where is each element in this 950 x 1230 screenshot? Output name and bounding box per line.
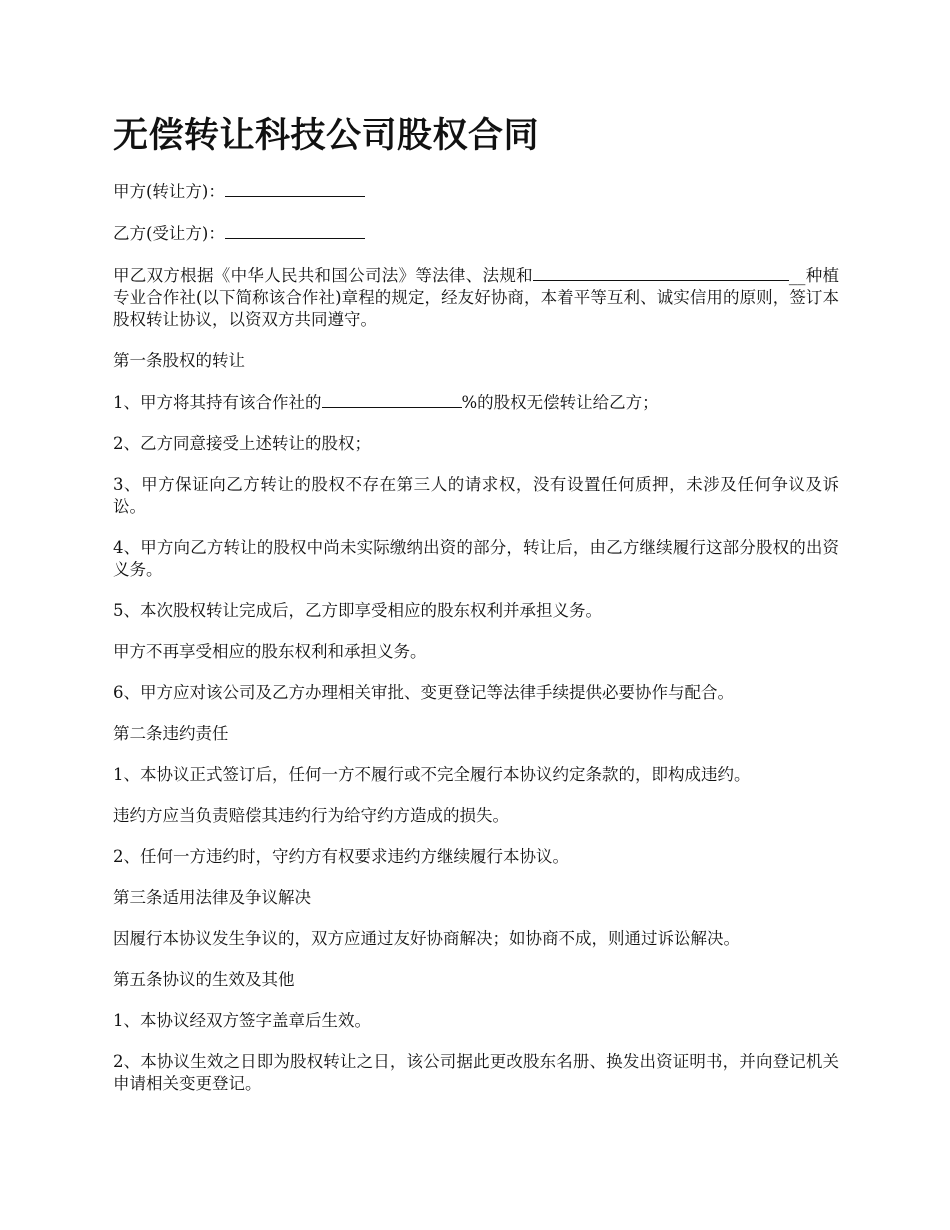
article-1-heading: 第一条股权的转让 xyxy=(113,351,245,370)
article-1-item-3: 3、甲方保证向乙方转让的股权不存在第三人的请求权，没有设置任何质押，未涉及任何争议及诉讼。 xyxy=(113,475,839,516)
party-b-line xyxy=(113,222,839,245)
intro-text-rest: __种植专业合作社(以下简称该合作社)章程的规定，经友好协商，本着平等互利、诚实信用的原则，签订本股权转让协议，以资双方共同遵守。 xyxy=(113,266,840,329)
article-3-item-1: 因履行本协议发生争议的，双方应通过友好协商解决；如协商不成，则通过诉讼解决。 xyxy=(113,929,740,948)
article-2-heading: 第二条违约责任 xyxy=(113,724,229,743)
article-2-item-2: 2、任何一方违约时，守约方有权要求违约方继续履行本协议。 xyxy=(113,847,569,866)
share-percent-blank xyxy=(322,391,462,408)
article-2-item-1: 1、本协议正式签订后，任何一方不履行或不完全履行本协议约定条款的，即构成违约。 xyxy=(113,765,751,784)
article-5-heading: 第五条协议的生效及其他 xyxy=(113,970,295,989)
article-1-item-1 xyxy=(113,391,839,414)
intro-paragraph xyxy=(113,264,839,331)
article-1-item-4: 4、甲方向乙方转让的股权中尚未实际缴纳出资的部分，转让后，由乙方继续履行这部分股权的出资义务。 xyxy=(113,538,839,579)
party-a-line xyxy=(113,180,839,203)
article-1-item-2: 2、乙方同意接受上述转让的股权； xyxy=(113,434,371,453)
document-title: 无偿转让科技公司股权合同 xyxy=(113,115,540,156)
article-5-item-1: 1、本协议经双方签字盖章后生效。 xyxy=(113,1011,371,1030)
party-b-blank xyxy=(225,222,365,239)
article-2-item-1-continued: 违约方应当负责赔偿其违约行为给守约方造成的损失。 xyxy=(113,806,509,825)
contract-document xyxy=(113,112,839,1114)
article-1-item-5: 5、本次股权转让完成后，乙方即享受相应的股东权利并承担义务。 xyxy=(113,601,602,620)
party-b-label: 乙方(受让方)： xyxy=(113,224,225,243)
article-3-heading: 第三条适用法律及争议解决 xyxy=(113,888,311,907)
article-5-item-2: 2、本协议生效之日即为股权转让之日，该公司据此更改股东名册、换发出资证明书，并向登记机关申请相关变更登记。 xyxy=(113,1052,839,1093)
article-1-item-1-end: %的股权无偿转让给乙方； xyxy=(461,393,659,412)
party-a-label: 甲方(转让方)： xyxy=(113,182,225,201)
cooperative-name-blank xyxy=(533,264,789,281)
intro-text-start: 甲乙双方根据《中华人民共和国公司法》等法律、法规和 xyxy=(113,266,533,285)
article-1-item-5-continued: 甲方不再享受相应的股东权利和承担义务。 xyxy=(113,642,427,661)
party-a-blank xyxy=(225,180,365,197)
article-1-item-1-start: 1、甲方将其持有该合作社的 xyxy=(113,393,322,412)
article-1-item-6: 6、甲方应对该公司及乙方办理相关审批、变更登记等法律手续提供必要协作与配合。 xyxy=(113,683,734,702)
